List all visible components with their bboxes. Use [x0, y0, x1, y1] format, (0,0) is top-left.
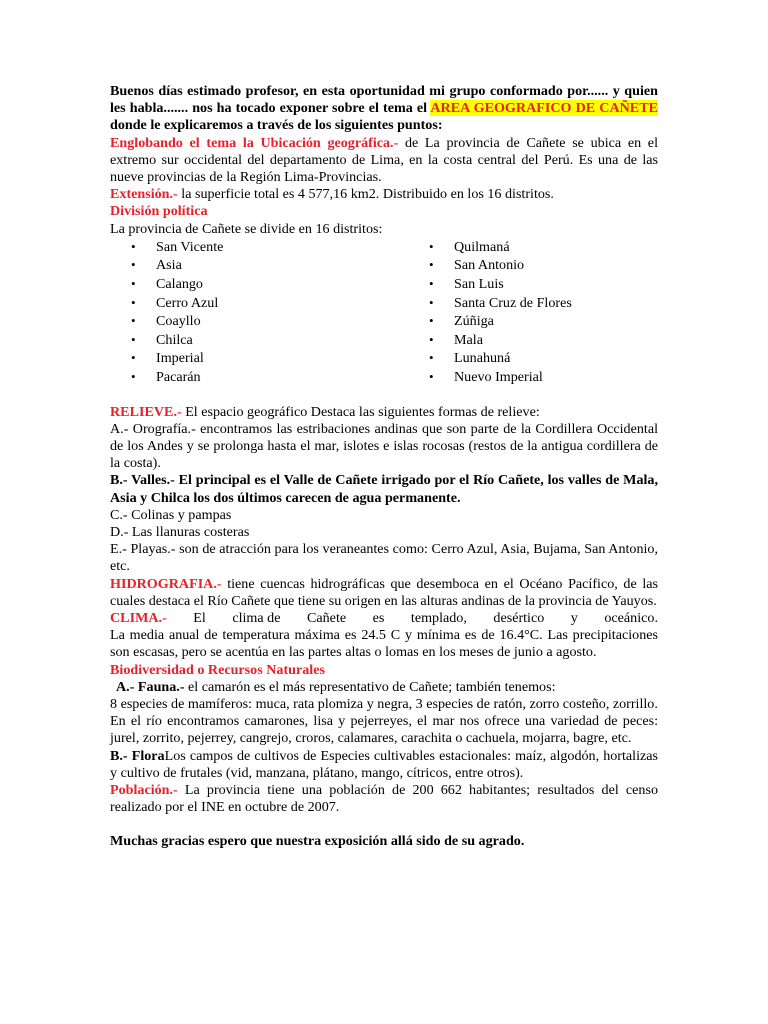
hidrografia-paragraph — [110, 576, 658, 610]
extension-label: Extensión.- — [110, 186, 178, 203]
district-item: • Santa Cruz de Flores — [408, 294, 658, 313]
ubicacion-text: de La provincia de Cañete se ubica en el extremo sur occidental del departamento de Lima, en la costa central del Perú. Es una de las nueve provincias de la Región Lima-Provincias. — [110, 134, 658, 186]
flora-paragraph — [110, 748, 658, 782]
district-item: • Cerro Azul — [110, 294, 408, 313]
district-column-2 — [408, 238, 658, 387]
district-item: • Calango — [110, 275, 408, 294]
clima-word: desértico — [493, 610, 545, 627]
fauna-text: el camarón es el más representativo de Cañete; también tenemos: — [184, 678, 556, 695]
relieve-orografia: A.- Orografía.- encontramos las estribaciones andinas que son parte de la Cordillera Occidental de los Andes y se prolonga hasta el mar, islotes e islas rocosas (restos de la antigua cordillera de la costa). — [110, 420, 658, 472]
district-item: • San Vicente — [110, 238, 408, 257]
ubicacion-paragraph — [110, 135, 658, 187]
clima-label: CLIMA.- — [110, 610, 167, 627]
mamiferos-text: 8 especies de mamíferos: muca, rata plomiza y negra, 3 especies de ratón, zorro costeño, zorrillo. — [110, 696, 658, 713]
relieve-playas: E.- Playas.- son de atracción para los veraneantes como: Cerro Azul, Asia, Bujama, San Antonio, etc. — [110, 541, 658, 575]
district-item: • Asia — [110, 256, 408, 275]
district-item: • Mala — [408, 331, 658, 350]
ubicacion-label: Englobando el tema la Ubicación geográfica.- — [110, 134, 399, 151]
clima-word: es — [372, 610, 385, 627]
district-item: • Imperial — [110, 349, 408, 368]
clima-word: templado, — [410, 610, 467, 627]
fauna-label: A.- Fauna.- — [116, 678, 185, 695]
fauna-paragraph — [110, 679, 658, 696]
document-body — [110, 83, 658, 851]
clima-text: La media anual de temperatura máxima es 24.5 C y mínima es de 16.4°C. Las precipitaciones son escasas, pero se acentúa en las partes altas o lomas en los meses de junio a agosto. — [110, 627, 658, 661]
hidrografia-text: tiene cuencas hidrográficas que desemboca en el Océano Pacífico, de las cuales destaca el Río Cañete que tiene su origen en las alturas andinas de la provincia de Yauyos. — [110, 575, 658, 609]
clima-word: El — [193, 610, 206, 627]
district-item: • Quilmaná — [408, 238, 658, 257]
district-item: • San Luis — [408, 275, 658, 294]
district-item: • Chilca — [110, 331, 408, 350]
district-list — [110, 238, 658, 387]
relieve-llanuras: D.- Las llanuras costeras — [110, 524, 250, 540]
relieve-label: RELIEVE.- — [110, 403, 182, 420]
intro-text-end: donde le explicaremos a través de los siguientes puntos: — [110, 117, 443, 134]
district-column-1 — [110, 238, 408, 387]
clima-word: y — [570, 610, 578, 627]
intro-text: Buenos días estimado profesor, en esta oportunidad mi grupo conformado por...... y quien les habla....... nos ha tocado exponer sobre el tema el — [110, 83, 658, 117]
poblacion-label: Población.- — [110, 782, 178, 799]
district-item: • Zúñiga — [408, 312, 658, 331]
clima-word: clima de — [232, 610, 281, 627]
extension-text: la superficie total es 4 577,16 km2. Distribuido en los 16 distritos. — [177, 186, 554, 203]
relieve-colinas: C.- Colinas y pampas — [110, 506, 232, 523]
division-intro: La provincia de Cañete se divide en 16 distritos: — [110, 220, 383, 237]
hidrografia-label: HIDROGRAFIA.- — [110, 575, 222, 592]
relieve-text: El espacio geográfico Destaca las siguientes formas de relieve: — [181, 403, 540, 420]
district-item: • Coayllo — [110, 312, 408, 331]
division-heading: División política — [110, 203, 208, 220]
topic-highlight: AREA GEOGRAFICO DE CAÑETE — [430, 100, 658, 117]
clima-word: Cañete — [306, 610, 347, 627]
rio-text: En el río encontramos camarones, lisa y pejerreyes, el mar nos ofrece una variedad de peces: jurel, zorrito, pejerrey, cangrejo, croros, calamares, carachita o cachuela, mojarra, bagre, etc. — [110, 713, 658, 747]
flora-label: B.- Flora — [110, 747, 165, 764]
intro-paragraph — [110, 83, 658, 135]
clima-word: oceánico. — [604, 610, 658, 627]
district-item: • Lunahuná — [408, 349, 658, 368]
poblacion-paragraph — [110, 782, 658, 816]
district-item: • Pacarán — [110, 368, 408, 387]
relieve-paragraph — [110, 404, 658, 421]
district-item: • San Antonio — [408, 256, 658, 275]
closing-text: Muchas gracias espero que nuestra exposición allá sido de su agrado. — [110, 833, 525, 850]
clima-line — [110, 610, 658, 627]
biodiversidad-heading: Biodiversidad o Recursos Naturales — [110, 661, 325, 678]
relieve-valles: B.- Valles.- El principal es el Valle de Cañete irrigado por el Río Cañete, los valles de Mala, Asia y Chilca los dos últimos carecen de agua permanente. — [110, 472, 658, 506]
flora-text: Los campos de cultivos de Especies cultivables estacionales: maíz, algodón, hortalizas y cultivo de frutales (vid, manzana, plátano, mango, cítricos, entre otros). — [110, 747, 658, 781]
district-item: • Nuevo Imperial — [408, 368, 658, 387]
extension-paragraph — [110, 186, 658, 203]
poblacion-text: La provincia tiene una población de 200 662 habitantes; resultados del censo realizado por el INE en octubre de 2007. — [110, 782, 658, 816]
